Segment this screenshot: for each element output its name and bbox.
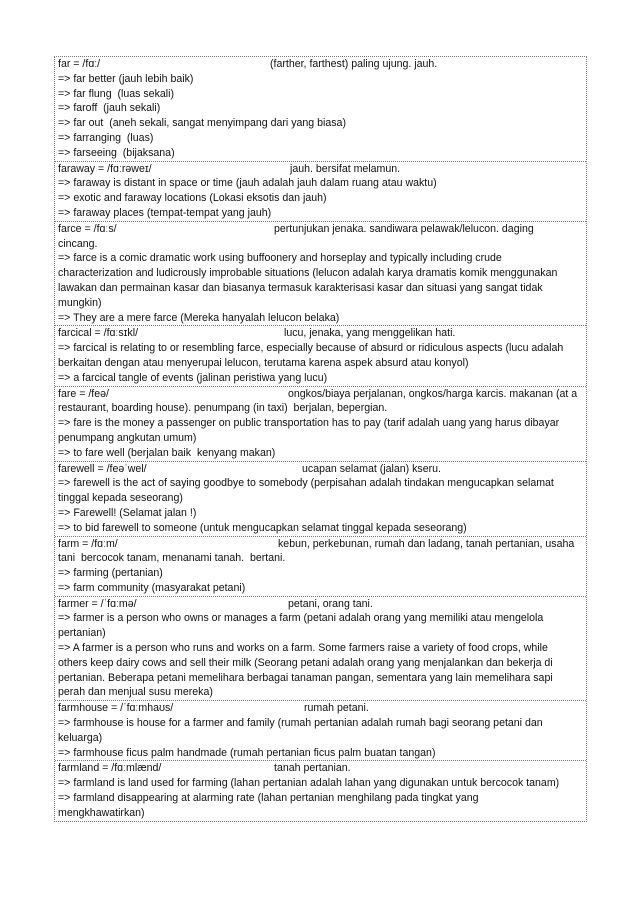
entry-line: pertanian. Beberapa petani memelihara berbagai tanaman pangan, sementara yang lain memelihara sapi <box>58 671 553 684</box>
entry-line: => faraway places (tempat-tempat yang jauh) <box>58 206 272 219</box>
entry-line: => faroff (jauh sekali) <box>58 102 161 115</box>
entry-line: => farm community (masyarakat petani) <box>58 581 246 594</box>
entry-line: keluarga) <box>58 731 103 744</box>
entry-line: => to bid farewell to someone (untuk mengucapkan selamat tinggal kepada seseorang) <box>58 521 467 534</box>
entry-headword: farmer = /ˈfɑːmə/ <box>58 597 137 610</box>
entry-line: characterization and ludicrously improbable situations (lelucon adalah karya dramatis komik menggunakan <box>58 267 558 280</box>
entry-farm <box>55 536 586 596</box>
entry-headword: farce = /fɑːs/ <box>58 222 117 235</box>
entry-gloss: ucapan selamat (jalan) kseru. <box>302 462 441 475</box>
entry-farmland <box>55 760 586 820</box>
entry-line: => Farewell! (Selamat jalan !) <box>58 506 197 519</box>
entry-headword: far = /fɑː/ <box>58 58 101 70</box>
entry-gloss: tanah pertanian. <box>274 762 351 775</box>
entry-line: others keep dairy cows and sell their milk (Seorang petani adalah orang yang menjalankan dan bekerja di <box>58 656 553 669</box>
entry-line: => farmhouse ficus palm handmade (rumah pertanian ficus palm buatan tangan) <box>58 746 436 759</box>
entry-line: => fare is the money a passenger on public transportation has to pay (tarif adalah uang yang harus dibayar <box>58 417 560 430</box>
entry-farce <box>55 221 586 326</box>
entry-line: => farmer is a person who owns or manages a farm (petani adalah orang yang memiliki atau mengelola <box>58 612 544 625</box>
entry-farewell <box>55 461 586 536</box>
entry-line: => farmhouse is house for a farmer and family (rumah pertanian adalah rumah bagi seorang petani dan <box>58 717 543 730</box>
entry-line: mengkhawatirkan) <box>58 806 145 819</box>
entry-farmer <box>55 596 586 701</box>
entry-gloss: jauh. bersifat melamun. <box>290 162 401 175</box>
entry-line: => farce is a comic dramatic work using buffoonery and horseplay and typically including crude <box>58 252 502 265</box>
entry-headword: faraway = /fɑːrəweɪ/ <box>58 162 152 175</box>
entry-line: => farranging (luas) <box>58 131 154 144</box>
entry-line: => farmland disappearing at alarming rate (lahan pertanian menghilang pada tingkat yang <box>58 792 479 805</box>
entry-gloss: petani, orang tani. <box>288 597 373 610</box>
entry-line: => a farcical tangle of events (jalinan peristiwa yang lucu) <box>58 371 328 384</box>
entry-gloss: lucu, jenaka, yang menggelikan hati. <box>284 327 456 340</box>
entry-line: => far out (aneh sekali, sangat menyimpang dari yang biasa) <box>58 117 346 130</box>
entry-line: => faraway is distant in space or time (jauh adalah jauh dalam ruang atau waktu) <box>58 177 437 190</box>
entry-line: lawakan dan permainan kasar dan biasanya termasuk karakterisasi kasar dan situasi yang sangat tidak <box>58 281 543 294</box>
entry-line: => exotic and faraway locations (Lokasi eksotis dan jauh) <box>58 192 327 205</box>
entry-line: perah dan menjual susu mereka) <box>58 686 213 699</box>
entry-line: restaurant, boarding house). penumpang (in taxi) berjalan, bepergian. <box>58 402 388 415</box>
entry-headword: farmhouse = /ˈfɑːmhaʊs/ <box>58 702 174 715</box>
entry-headword: farmland = /fɑːmlænd/ <box>58 762 162 775</box>
entry-gloss: kebun, perkebunan, rumah dan ladang, tanah pertanian, usaha <box>278 537 575 550</box>
entry-gloss: rumah petani. <box>304 702 369 715</box>
entry-line: => A farmer is a person who runs and works on a farm. Some farmers raise a variety of food crops, while <box>58 642 548 655</box>
entry-gloss: pertunjukan jenaka. sandiwara pelawak/lelucon. daging <box>274 222 534 235</box>
entry-line: cincang. <box>58 237 98 250</box>
entry-headword: farcical = /fɑːsɪkl/ <box>58 327 139 340</box>
entry-fare <box>55 386 586 461</box>
entry-line: tani bercocok tanam, menanami tanah. bertani. <box>58 552 286 565</box>
entry-line: penumpang angkutan umum) <box>58 431 197 444</box>
entry-line: => far better (jauh lebih baik) <box>58 72 194 85</box>
entry-line: => far flung (luas sekali) <box>58 87 174 100</box>
entry-line: => farewell is the act of saying goodbye to somebody (perpisahan adalah tindakan mengucapkan selamat <box>58 477 554 490</box>
entry-gloss: (farther, farthest) paling ujung. jauh. <box>270 58 438 70</box>
entry-line: berkaitan dengan atau menyerupai lelucon, terutama karena aspek absurd atau konyol) <box>58 356 469 369</box>
entry-line: => farming (pertanian) <box>58 567 163 580</box>
entry-gloss: ongkos/biaya perjalanan, ongkos/harga karcis. makanan (at a <box>288 387 578 400</box>
entry-line: => farcical is relating to or resembling farce, especially because of absurd or ridiculous aspects (lucu adalah <box>58 342 564 355</box>
entry-line: mungkin) <box>58 296 102 309</box>
entry-farcical <box>55 325 586 385</box>
entry-line: => farmland is land used for farming (lahan pertanian adalah lahan yang digunakan untuk bercocok tanam) <box>58 777 560 790</box>
entry-far <box>55 57 586 161</box>
dictionary-table <box>54 56 587 822</box>
entry-line: => They are a mere farce (Mereka hanyalah lelucon belaka) <box>58 311 340 324</box>
entry-headword: farm = /fɑːm/ <box>58 537 118 550</box>
entry-line: tinggal kepada seseorang) <box>58 492 183 505</box>
entry-headword: fare = /feə/ <box>58 387 109 400</box>
entry-headword: farewell = /feəˈwel/ <box>58 462 147 475</box>
entry-line: pertanian) <box>58 627 106 640</box>
entry-farmhouse <box>55 700 586 760</box>
entry-line: => to fare well (berjalan baik kenyang makan) <box>58 446 276 459</box>
entry-line: => farseeing (bijaksana) <box>58 146 175 159</box>
entry-faraway <box>55 161 586 221</box>
